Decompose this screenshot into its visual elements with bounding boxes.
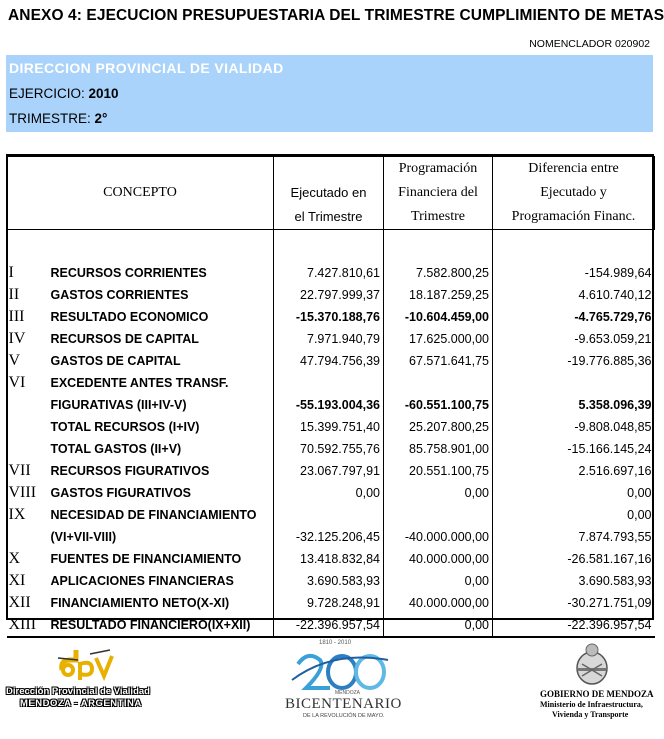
row-label: (VI+VII-VIII) (50, 530, 117, 544)
cell-diferencia: 2.516.697,16 (493, 460, 655, 482)
cell-diferencia: 5.358.096,39 (493, 394, 655, 416)
header-ejecutado (274, 157, 384, 230)
nomenclador-code: NOMENCLADOR 020902 (529, 38, 650, 50)
cell-ejecutado: 0,00 (274, 482, 384, 504)
cell-diferencia: -19.776.885,36 (493, 350, 655, 372)
ejercicio-value: 2010 (88, 86, 119, 101)
table-row (7, 548, 655, 570)
row-label: NECESIDAD DE FINANCIAMIENTO (50, 508, 257, 522)
cell-ejecutado: 23.067.797,91 (274, 460, 384, 482)
cell-ejecutado: 7.971.940,79 (274, 328, 384, 350)
ejercicio-line (9, 86, 119, 101)
cell-diferencia: -4.765.729,76 (493, 306, 655, 328)
cell-programacion: 67.571.641,75 (384, 350, 493, 372)
cell-programacion (384, 372, 493, 394)
row-label: FINANCIAMIENTO NETO(X-XI) (50, 596, 230, 610)
row-label: RESULTADO ECONOMICO (50, 310, 209, 324)
dpv-name: Dirección Provincial de Vialidad (6, 686, 150, 697)
cell-programacion: -40.000.000,00 (384, 526, 493, 548)
row-number: III (8, 308, 25, 325)
spacer-row (7, 230, 655, 263)
cell-ejecutado: 22.797.999,37 (274, 284, 384, 306)
table-row (7, 504, 655, 526)
table-row (7, 328, 655, 350)
header-programacion-line2: Financiera del (398, 185, 478, 200)
cell-ejecutado: 15.399.751,40 (274, 416, 384, 438)
gobierno-ministry: Ministerio de Infraestructura, (540, 700, 643, 709)
cell-ejecutado: 7.427.810,61 (274, 262, 384, 284)
cell-ejecutado: -55.193.004,36 (274, 394, 384, 416)
bicentenario-title: BICENTENARIO (285, 696, 402, 712)
cell-diferencia: -9.808.048,85 (493, 416, 655, 438)
cell-programacion: 40.000.000,00 (384, 592, 493, 614)
cell-ejecutado: 70.592.755,76 (274, 438, 384, 460)
cell-diferencia (493, 372, 655, 394)
header-programacion (384, 157, 493, 230)
cell-programacion: 25.207.800,25 (384, 416, 493, 438)
cell-ejecutado: 13.418.832,84 (274, 548, 384, 570)
row-number: IV (8, 330, 26, 347)
header-ejecutado-line2: el Trimestre (294, 209, 363, 224)
row-label: GASTOS FIGURATIVOS (50, 486, 192, 500)
cell-diferencia: 7.874.793,55 (493, 526, 655, 548)
cell-diferencia: -15.166.145,24 (493, 438, 655, 460)
cell-diferencia: -9.653.059,21 (493, 328, 655, 350)
ejercicio-label: EJERCICIO: (9, 86, 85, 101)
row-number: XI (8, 572, 26, 589)
gobierno-logo (532, 642, 657, 727)
cell-diferencia: 3.690.583,93 (493, 570, 655, 592)
row-number (7, 438, 47, 460)
info-panel (6, 55, 653, 132)
table-row (7, 614, 655, 637)
cell-programacion: 20.551.100,75 (384, 460, 493, 482)
row-label: GASTOS CORRIENTES (50, 288, 189, 302)
cell-ejecutado: 9.728.248,91 (274, 592, 384, 614)
row-number: X (8, 550, 21, 567)
cell-diferencia: 0,00 (493, 504, 655, 526)
row-label: RECURSOS FIGURATIVOS (50, 464, 210, 478)
table-row (7, 372, 655, 394)
cell-programacion: 17.625.000,00 (384, 328, 493, 350)
row-label: TOTAL RECURSOS (I+IV) (50, 420, 200, 434)
header-diferencia-line3: Programación Financ. (511, 209, 636, 224)
row-label: RECURSOS DE CAPITAL (50, 332, 199, 346)
row-label: FUENTES DE FINANCIAMIENTO (50, 552, 242, 566)
cell-programacion: 7.582.800,25 (384, 262, 493, 284)
row-number (7, 394, 47, 416)
cell-diferencia: -30.271.751,09 (493, 592, 655, 614)
trimestre-label: TRIMESTRE: (9, 111, 91, 126)
cell-diferencia: -154.989,64 (493, 262, 655, 284)
cell-ejecutado: 3.690.583,93 (274, 570, 384, 592)
cell-ejecutado (274, 372, 384, 394)
cell-ejecutado: -15.370.188,76 (274, 306, 384, 328)
cell-programacion: 85.758.901,00 (384, 438, 493, 460)
table-row (7, 306, 655, 328)
cell-programacion: -10.604.459,00 (384, 306, 493, 328)
cell-programacion: 0,00 (384, 570, 493, 592)
cell-ejecutado: -32.125.206,45 (274, 526, 384, 548)
cell-programacion: 40.000.000,00 (384, 548, 493, 570)
trimestre-line (9, 111, 107, 126)
bicentenario-200-icon (290, 646, 390, 696)
table-row (7, 350, 655, 372)
header-diferencia-line1: Diferencia entre (528, 161, 619, 176)
dpv-place: MENDOZA - ARGENTINA (20, 698, 142, 709)
row-label: RESULTADO FINANCIERO(IX+XII) (47, 614, 274, 637)
direccion-name: DIRECCION PROVINCIAL DE VIALIDAD (9, 60, 284, 76)
table-row (7, 416, 655, 438)
cell-diferencia: 4.610.740,12 (493, 284, 655, 306)
cell-programacion: -60.551.100,75 (384, 394, 493, 416)
row-label: FIGURATIVAS (III+IV-V) (50, 398, 187, 412)
row-number: I (8, 264, 14, 281)
table-row (7, 482, 655, 504)
header-diferencia (493, 157, 655, 230)
dpv-mark-icon (54, 648, 116, 682)
gobierno-title: GOBIERNO DE MENDOZA (540, 689, 654, 699)
table-row (7, 570, 655, 592)
bicentenario-years: 1810 - 2010 (319, 640, 352, 646)
table-row (7, 592, 655, 614)
bicentenario-mendoza: MENDOZA (335, 690, 360, 696)
cell-diferencia: 0,00 (493, 482, 655, 504)
cell-ejecutado (274, 504, 384, 526)
cell-programacion: 0,00 (384, 482, 493, 504)
header-concepto (7, 157, 274, 230)
row-number: II (8, 286, 20, 303)
row-number (7, 526, 47, 548)
cell-diferencia: -22.396.957,54 (493, 614, 655, 637)
row-number: VI (8, 374, 26, 391)
cell-diferencia: -26.581.167,16 (493, 548, 655, 570)
cell-programacion: 18.187.259,25 (384, 284, 493, 306)
table-row (7, 394, 655, 416)
coat-of-arms-icon (572, 642, 612, 686)
row-number: IX (8, 506, 26, 523)
row-number (7, 416, 47, 438)
bicentenario-subtitle: DE LA REVOLUCIÓN DE MAYO. (303, 713, 385, 719)
table-row (7, 526, 655, 548)
gobierno-ministry-2: Vivienda y Transporte (552, 710, 629, 719)
row-label: RECURSOS CORRIENTES (50, 266, 207, 280)
table-row (7, 438, 655, 460)
header-concepto-label: CONCEPTO (103, 185, 177, 200)
bicentenario-logo (285, 640, 402, 730)
header-programacion-line3: Trimestre (411, 209, 465, 224)
cell-programacion (384, 504, 493, 526)
row-label: APLICACIONES FINANCIERAS (50, 574, 234, 588)
row-label: TOTAL GASTOS (II+V) (50, 442, 182, 456)
header-diferencia-line2: Ejecutado y (540, 185, 607, 200)
row-number: XII (8, 594, 31, 611)
table-row (7, 460, 655, 482)
row-number: XIII (7, 614, 47, 637)
row-number: V (8, 352, 21, 369)
table-row (7, 284, 655, 306)
header-programacion-line1: Programación (398, 161, 478, 176)
row-label: EXCEDENTE ANTES TRANSF. (50, 376, 229, 390)
trimestre-value: 2° (94, 111, 108, 126)
table-row (7, 262, 655, 284)
cell-ejecutado: -22.396.957,54 (274, 614, 384, 637)
row-label: GASTOS DE CAPITAL (50, 354, 181, 368)
row-number: VII (8, 462, 31, 479)
header-ejecutado-line1: Ejecutado en (290, 185, 367, 200)
cell-programacion: 0,00 (384, 614, 493, 637)
row-number: VIII (8, 484, 37, 501)
report-title: ANEXO 4: EJECUCION PRESUPUESTARIA DEL TRIMESTRE CUMPLIMIENTO DE METAS (8, 7, 664, 24)
budget-table (6, 156, 655, 638)
cell-ejecutado: 47.794.756,39 (274, 350, 384, 372)
